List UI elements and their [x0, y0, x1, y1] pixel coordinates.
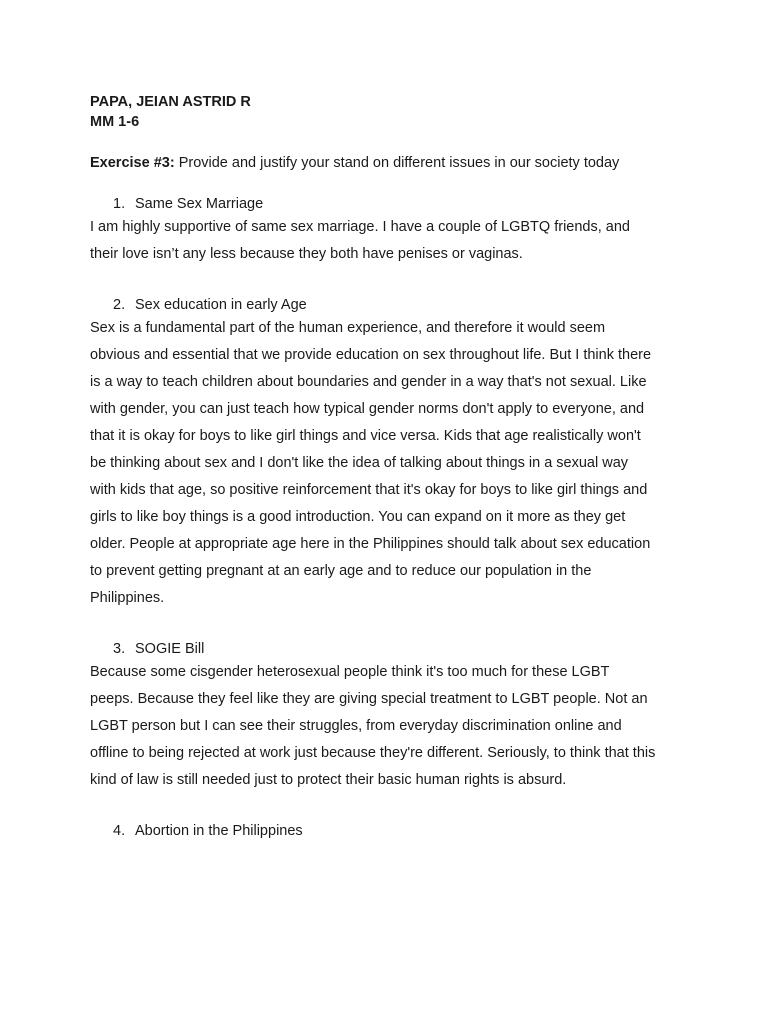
- item-heading-abortion: [90, 821, 678, 841]
- item-heading-same-sex-marriage: [90, 194, 678, 214]
- paragraph-same-sex-marriage: [90, 214, 678, 268]
- item-title: Sex education in early Age: [135, 297, 307, 313]
- item-number: 3.: [113, 641, 126, 657]
- text-line: Sex is a fundamental part of the human experience, and therefore it would seem: [90, 320, 606, 336]
- text-line: I am highly supportive of same sex marriage. I have a couple of LGBTQ friends, and: [90, 219, 630, 235]
- item-title: Abortion in the Philippines: [135, 823, 303, 839]
- text-line: with kids that age, so positive reinforcement that it's okay for boys to like girl things and: [90, 482, 648, 498]
- item-number: 2.: [113, 297, 126, 313]
- text-line: that it is okay for boys to like girl things and vice versa. Kids that age realistically won't: [90, 428, 641, 444]
- item-title: Same Sex Marriage: [135, 196, 264, 212]
- item-heading-sogie-bill: [90, 639, 678, 659]
- exercise-label: Exercise #3:: [90, 155, 175, 171]
- text-line: girls to like boy things is a good introduction. You can expand on it more as they get: [90, 509, 626, 525]
- text-line: peeps. Because they feel like they are giving special treatment to LGBT people. Not an: [90, 691, 648, 707]
- item-number: 4.: [113, 823, 126, 839]
- text-line: their love isn’t any less because they both have penises or vaginas.: [90, 246, 523, 262]
- items-list: [90, 194, 678, 841]
- item-number: 1.: [113, 196, 126, 212]
- item-title: SOGIE Bill: [135, 641, 205, 657]
- text-line: kind of law is still needed just to protect their basic human rights is absurd.: [90, 772, 567, 788]
- item-heading-sex-education: [90, 295, 678, 315]
- text-line: be thinking about sex and I don't like the idea of talking about things in a sexual way: [90, 455, 629, 471]
- text-line: is a way to teach children about boundaries and gender in a way that's not sexual. Like: [90, 374, 647, 390]
- text-line: Philippines.: [90, 590, 165, 606]
- text-line: older. People at appropriate age here in the Philippines should talk about sex education: [90, 536, 651, 552]
- text-line: to prevent getting pregnant at an early age and to reduce our population in the: [90, 563, 592, 579]
- text-line: offline to being rejected at work just because they're different. Seriously, to think that this: [90, 745, 656, 761]
- text-line: LGBT person but I can see their struggles, from everyday discrimination online and: [90, 718, 622, 734]
- exercise-text: Provide and justify your stand on different issues in our society today: [178, 155, 620, 171]
- exercise-prompt: [90, 153, 678, 173]
- text-line: obvious and essential that we provide education on sex throughout life. But I think there: [90, 347, 652, 363]
- text-line: Because some cisgender heterosexual people think it's too much for these LGBT: [90, 664, 610, 680]
- text-line: with gender, you can just teach how typical gender norms don't apply to everyone, and: [90, 401, 645, 417]
- paragraph-sogie-bill: [90, 659, 678, 794]
- student-name: PAPA, JEIAN ASTRID R: [90, 94, 251, 110]
- paragraph-sex-education: [90, 315, 678, 612]
- student-section: MM 1-6: [90, 114, 140, 130]
